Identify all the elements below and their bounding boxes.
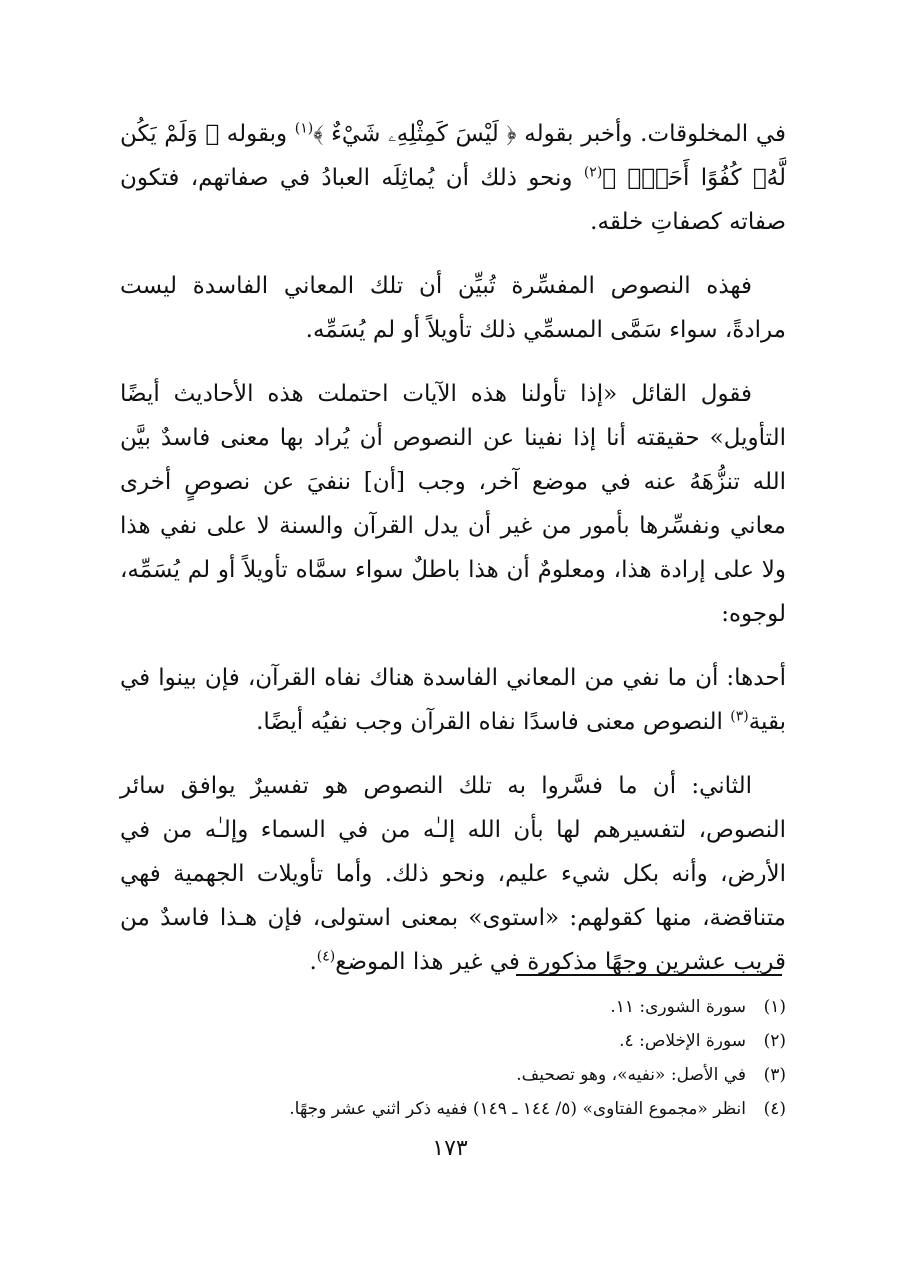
main-text — [120, 112, 786, 1004]
quran-verse: ﴿ لَيْسَ كَمِثْلِهِۦ شَيْءٌ ﴾ — [313, 121, 517, 147]
paragraph-1 — [120, 112, 786, 244]
footnote-ref-3: (٣) — [730, 708, 749, 725]
text-segment: فهذه النصوص المفسِّرة تُبيِّن أن تلك المعاني الفاسدة ليست مرادةً، سواء سَمَّى المسمِّي ذلك تأويلاً أو لم يُسَمِّه. — [120, 273, 786, 343]
footnote-text: سورة الإخلاص: ٤. — [619, 1031, 746, 1051]
footnote-ref-2: (٢) — [583, 164, 603, 181]
footnote-4 — [120, 1092, 786, 1126]
text-segment: الثاني: أن ما فسَّروا به تلك النصوص هو تفسيرٌ يوافق سائر النصوص، لتفسيرهم لها بأن الله إلـٰه من في السماء وإلـٰه من في الأرض، وأنه بكل شيء عليم، ونحو ذلك. وأما تأويلات الجهمية فهي متناقضة، منها كقولهم: «استوى» بمعنى استولى، فإن هـذا فاسدٌ من قريب عشرين وجهًا مذكورة في غير هذا الموضع — [120, 773, 786, 975]
footnote-number: (٤) — [763, 1099, 786, 1119]
footnote-text: سورة الشورى: ١١. — [610, 997, 746, 1017]
footnote-3 — [120, 1058, 786, 1092]
footnote-number: (٢) — [763, 1031, 786, 1051]
footnote-ref-4: (٤) — [316, 948, 336, 965]
footnote-number: (١) — [763, 997, 786, 1017]
paragraph-2 — [120, 264, 786, 352]
footnote-number: (٣) — [763, 1065, 786, 1085]
footnote-ref-1: (١) — [294, 120, 314, 137]
text-segment: النصوص معنى فاسدًا نفاه القرآن وجب نفيُه أيضًا. — [256, 709, 731, 735]
text-segment: ونحو ذلك أن يُماثِلَه العبادُ في صفاتهم، فتكون صفاته كصفاتِ خلقه. — [120, 165, 786, 235]
text-segment: في المخلوقات. وأخبر بقوله — [516, 121, 786, 147]
paragraph-3 — [120, 372, 786, 636]
footnote-separator — [516, 974, 782, 976]
footnote-2 — [120, 1024, 786, 1058]
text-segment: أحدها: أن ما نفي من المعاني الفاسدة هناك نفاه القرآن، فإن بينوا في بقية — [120, 665, 786, 735]
footnote-1 — [120, 990, 786, 1024]
footnote-text: في الأصل: «نفيه»، وهو تصحيف. — [516, 1065, 746, 1085]
paragraph-4 — [120, 656, 786, 744]
quran-verse: ﴿ وَلَمْ يَكُن لَّهُۥ كُفُوًا أَحَدٌۢ ﴾ — [120, 121, 787, 191]
text-segment: وبقوله — [219, 121, 295, 147]
page-number: ١٧٣ — [432, 1136, 468, 1161]
text-segment: فقول القائل «إذا تأولنا هذه الآيات احتملت هذه الأحاديث أيضًا التأويل» حقيقته أنا إذا نفينا عن النصوص أن يُراد بها معنى فاسدٌ بيَّن الله تنزُّهَهُ عنه في موضع آخر، وجب [أن] ننفيَ عن نصوصٍ أخرى معاني ونفسِّرها بأمور من غير أن يدل القرآن والسنة لا على نفي هذا ولا على إرادة هذا، ومعلومٌ أن هذا باطلٌ سواء سمَّاه تأويلاً أو لم يُسَمِّه، لوجوه: — [120, 381, 786, 627]
footnotes — [120, 990, 786, 1126]
footnote-text: انظر «مجموع الفتاوى» (٥/ ١٤٤ ـ ١٤٩) ففيه ذكر اثني عشر وجهًا. — [289, 1099, 746, 1119]
text-segment: . — [309, 949, 317, 975]
paragraph-5 — [120, 764, 786, 984]
